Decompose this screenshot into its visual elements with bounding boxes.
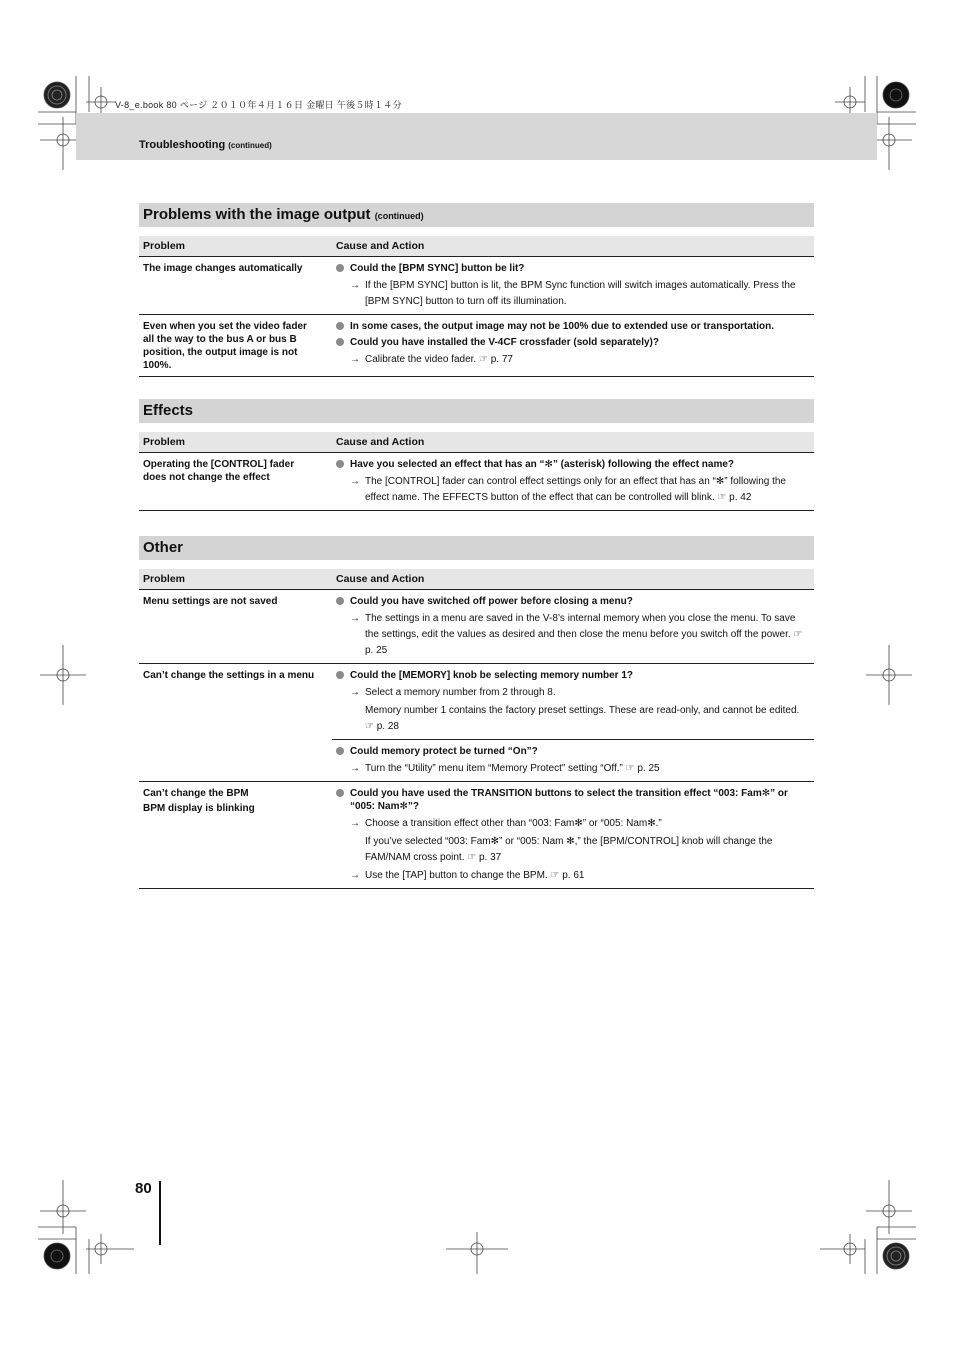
cause-question: Could you have switched off power before closing a menu? xyxy=(336,595,810,608)
book-file-info: V-8_e.book 80 ページ ２０１０年４月１６日 金曜日 午後５時１４分 xyxy=(115,100,402,110)
cause-question: Could you have installed the V-4CF crossfader (sold separately)? xyxy=(336,336,810,349)
running-head xyxy=(139,139,272,151)
cause-cell xyxy=(332,256,814,314)
section-image-output xyxy=(139,203,814,377)
action-item: → The [CONTROL] fader can control effect settings only for an effect that has an “✻” following the effect name. The EFFECTS button of the effect that can be controlled will blink. ☞ p. 42 xyxy=(350,475,786,503)
action-item: → Turn the “Utility” menu item “Memory Protect” setting “Off.” ☞ p. 25 xyxy=(336,761,810,777)
bullet-icon xyxy=(336,264,344,272)
cause-question: Could the [MEMORY] knob be selecting memory number 1? xyxy=(336,669,810,682)
cause-cell xyxy=(332,781,814,888)
cause-cell xyxy=(332,452,814,510)
troubleshooting-table xyxy=(139,569,814,889)
section-title-text: Problems with the image output xyxy=(143,206,371,223)
problem-cell xyxy=(139,781,332,888)
section-title xyxy=(139,203,814,227)
cause-question: Could memory protect be turned “On”? xyxy=(336,745,810,758)
problem-line: Can’t change the BPM xyxy=(143,787,249,799)
section-other xyxy=(139,536,814,889)
arrow-icon: → xyxy=(350,612,360,624)
col-problem: Problem xyxy=(139,569,332,589)
section-title-text: Other xyxy=(143,539,184,556)
page-number-bar xyxy=(159,1181,161,1245)
bullet-icon xyxy=(336,747,344,755)
cause-question: Could you have used the TRANSITION buttons to select the transition effect “003: Fam✻” or “005: Nam✻”? xyxy=(336,787,810,813)
action-note: Memory number 1 contains the factory preset settings. These are read-only, and cannot be edited. ☞ p. 28 xyxy=(365,704,800,732)
arrow-icon: → xyxy=(350,353,360,365)
page-number: 80 xyxy=(135,1180,152,1197)
cause-question: Have you selected an effect that has an “✻” (asterisk) following the effect name? xyxy=(336,458,810,471)
bullet-icon xyxy=(336,322,344,330)
arrow-icon: → xyxy=(350,475,360,487)
troubleshooting-table xyxy=(139,236,814,377)
cause-cell xyxy=(332,314,814,376)
cause-cell xyxy=(332,663,814,739)
cause-cell xyxy=(332,739,814,781)
arrow-icon: → xyxy=(350,817,360,829)
cause-question: In some cases, the output image may not be 100% due to extended use or transportation. xyxy=(336,320,810,333)
col-cause-action: Cause and Action xyxy=(332,432,814,452)
section-title xyxy=(139,399,814,423)
col-cause-action: Cause and Action xyxy=(332,569,814,589)
action-item: → Use the [TAP] button to change the BPM. ☞ p. 61 xyxy=(336,868,810,884)
problem-cell: Operating the [CONTROL] fader does not change the effect xyxy=(139,452,332,510)
action-note: If you’ve selected “003: Fam✻” or “005: Nam ✻,” the [BPM/CONTROL] knob will change the FAM/NAM cross point. ☞ p. 37 xyxy=(365,835,773,863)
table-row xyxy=(139,452,814,510)
col-cause-action: Cause and Action xyxy=(332,236,814,256)
running-head-title: Troubleshooting xyxy=(139,139,226,151)
table-row xyxy=(139,314,814,376)
problem-cell: Even when you set the video fader all the way to the bus A or bus B position, the output image is not 100%. xyxy=(139,314,332,376)
troubleshooting-table xyxy=(139,432,814,511)
arrow-icon: → xyxy=(350,762,360,774)
arrow-icon: → xyxy=(350,869,360,881)
arrow-icon: → xyxy=(350,686,360,698)
action-item: → Calibrate the video fader. ☞ p. 77 xyxy=(336,352,810,368)
cause-question: Could the [BPM SYNC] button be lit? xyxy=(336,262,810,275)
header-band xyxy=(76,113,877,160)
col-problem: Problem xyxy=(139,236,332,256)
action-item: → Select a memory number from 2 through 8. xyxy=(336,685,810,701)
action-item: → The settings in a menu are saved in the V-8’s internal memory when you close the menu. To save the settings, edit the values as desired and then close the menu before you switch off the power. ☞ p. 25 xyxy=(350,612,803,656)
problem-cell: Menu settings are not saved xyxy=(139,589,332,663)
problem-cell: Can’t change the settings in a menu xyxy=(139,663,332,781)
section-title-suffix: (continued) xyxy=(374,211,424,221)
table-row xyxy=(139,781,814,888)
bullet-icon xyxy=(336,597,344,605)
col-problem: Problem xyxy=(139,432,332,452)
table-row xyxy=(139,256,814,314)
section-title xyxy=(139,536,814,560)
problem-cell: The image changes automatically xyxy=(139,256,332,314)
bullet-icon xyxy=(336,789,344,797)
section-title-text: Effects xyxy=(143,402,194,419)
table-row xyxy=(139,589,814,663)
section-effects xyxy=(139,399,814,511)
bullet-icon xyxy=(336,338,344,346)
problem-line: BPM display is blinking xyxy=(143,802,255,814)
bullet-icon xyxy=(336,671,344,679)
action-item: → Choose a transition effect other than “003: Fam✻” or “005: Nam✻.” xyxy=(336,816,810,832)
table-row xyxy=(139,663,814,739)
arrow-icon: → xyxy=(350,279,360,291)
cause-cell xyxy=(332,589,814,663)
running-head-suffix: (continued) xyxy=(228,141,272,150)
action-item: → If the [BPM SYNC] button is lit, the BPM Sync function will switch images automatically. Press the [BPM SYNC] button to turn off its illumination. xyxy=(350,279,796,307)
bullet-icon xyxy=(336,460,344,468)
